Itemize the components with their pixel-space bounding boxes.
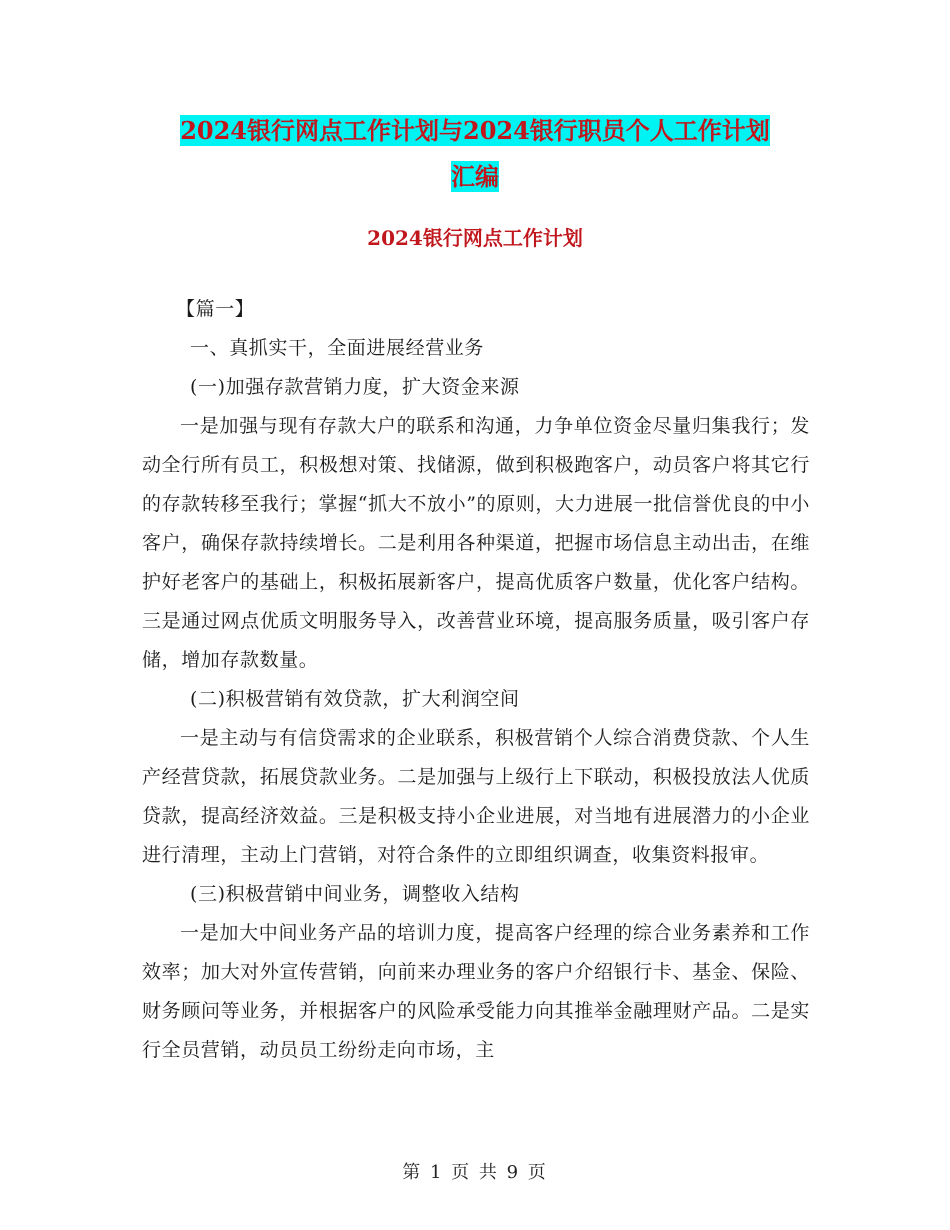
document-body: [142, 290, 810, 1070]
heading-1: 一、真抓实干，全面进展经营业务: [190, 337, 485, 359]
paragraph-2: 一是主动与有信贷需求的企业联系，积极营销个人综合消费贷款、个人生产经营贷款，拓展贷款业务。二是加强与上级行上下联动，积极投放法人优质贷款，提高经济效益。三是积极支持小企业进展，对当地有进展潜力的小企业进行清理，主动上门营销，对符合条件的立即组织调查，收集资料报审。: [142, 727, 810, 866]
paragraph-3: 一是加大中间业务产品的培训力度，提高客户经理的综合业务素养和工作效率；加大对外宣传营销，向前来办理业务的客户介绍银行卡、基金、保险、财务顾问等业务，并根据客户的风险承受能力向其推举金融理财产品。二是实行全员营销，动员员工纷纷走向市场，主: [142, 922, 810, 1061]
title-line-2: 汇编: [451, 162, 499, 191]
subheading-1: (一)加强存款营销力度，扩大资金来源: [190, 376, 520, 398]
section-tag: 【篇一】: [176, 298, 255, 320]
subheading-3: (三)积极营销中间业务，调整收入结构: [190, 883, 520, 905]
title-line-1: 2024银行网点工作计划与2024银行职员个人工作计划: [180, 116, 770, 145]
section-subtitle: 2024银行网点工作计划: [367, 226, 583, 250]
page-number: 第 1 页 共 9 页: [402, 1162, 548, 1183]
document-title: [0, 108, 950, 200]
subheading-2: (二)积极营销有效贷款，扩大利润空间: [190, 688, 520, 710]
paragraph-1: 一是加强与现有存款大户的联系和沟通，力争单位资金尽量归集我行；发动全行所有员工，积极想对策、找储源，做到积极跑客户，动员客户将其它行的存款转移至我行；掌握“抓大不放小”的原则，大力进展一批信誉优良的中小客户，确保存款持续增长。二是利用各种渠道，把握市场信息主动出击，在维护好老客户的基础上，积极拓展新客户，提高优质客户数量，优化客户结构。三是通过网点优质文明服务导入，改善营业环境，提高服务质量，吸引客户存储，增加存款数量。: [142, 415, 810, 671]
